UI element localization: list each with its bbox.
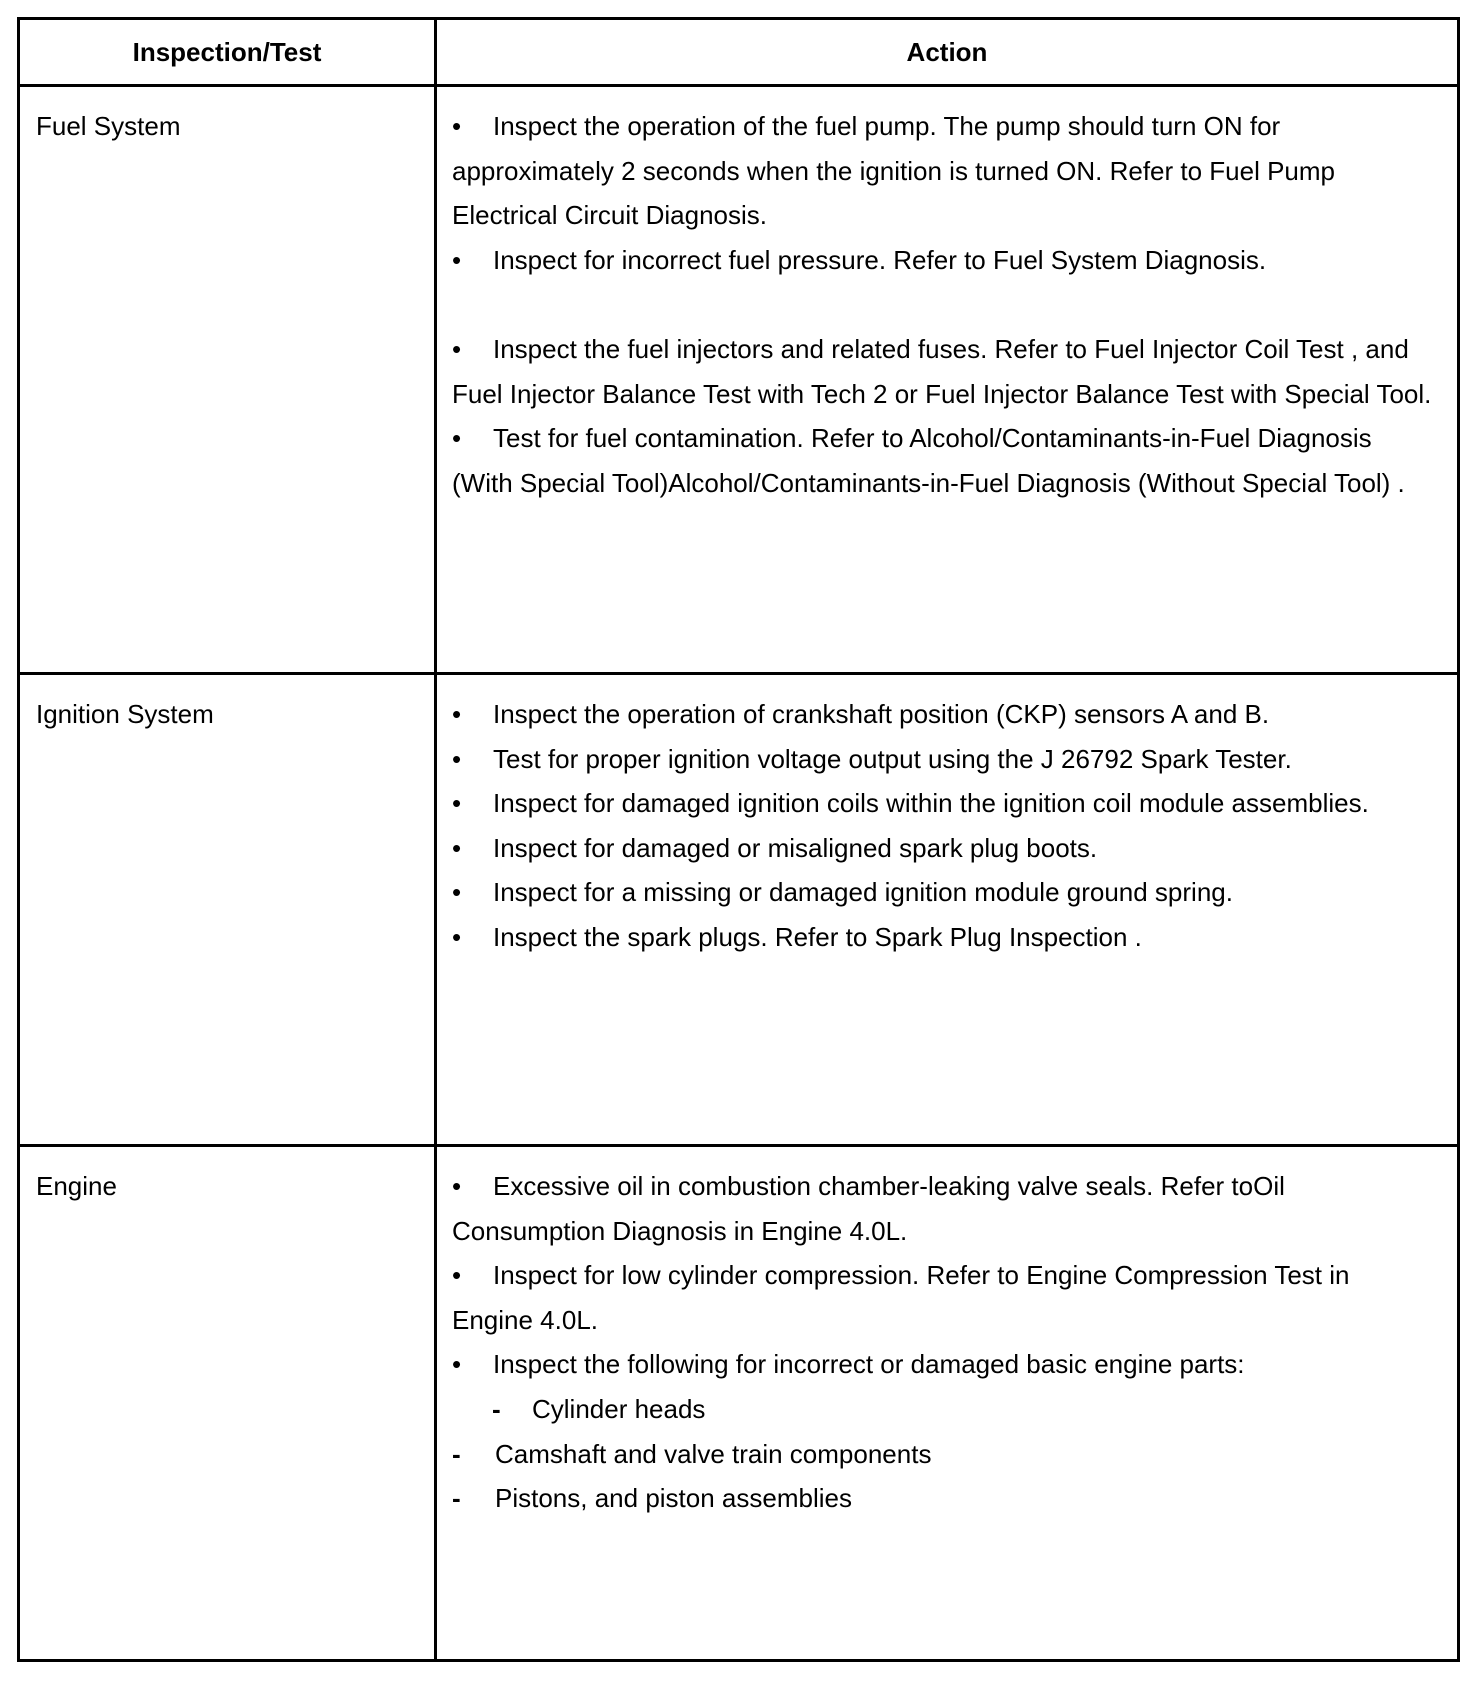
action-text: Inspect the following for incorrect or damaged basic engine parts: bbox=[493, 1349, 1245, 1380]
action-text: Inspect the operation of crankshaft position (CKP) sensors A and B. bbox=[493, 699, 1270, 729]
action-text: Inspect for a missing or damaged ignition module ground spring. bbox=[493, 877, 1233, 908]
dash-icon: - bbox=[452, 1483, 461, 1514]
action-item bbox=[452, 692, 1437, 737]
table-row-ignition-system bbox=[19, 674, 1459, 1146]
table-header-row bbox=[19, 19, 1459, 86]
bullet-icon: • bbox=[452, 423, 462, 454]
action-text: Test for proper ignition voltage output using the J 26792 Spark Tester. bbox=[493, 743, 1292, 774]
dash-icon: - bbox=[492, 1393, 501, 1424]
table-row-fuel-system bbox=[19, 86, 1459, 674]
bullet-icon: • bbox=[452, 699, 462, 729]
bullet-icon: • bbox=[452, 1349, 462, 1380]
action-item bbox=[452, 238, 1437, 283]
action-item bbox=[452, 327, 1437, 416]
dash-icon: - bbox=[452, 1438, 461, 1469]
row-action bbox=[436, 86, 1459, 674]
bullet-icon: • bbox=[452, 832, 462, 863]
row-name: Ignition System bbox=[19, 674, 436, 1146]
action-text: Excessive oil in combustion chamber-leaking valve seals. Refer toOil Consumption Diagnosis in Engine 4.0L. bbox=[452, 1171, 1285, 1246]
row-action bbox=[436, 674, 1459, 1146]
action-item bbox=[452, 915, 1437, 960]
action-text: Test for fuel contamination. Refer to Alcohol/Contaminants-in-Fuel Diagnosis (With Special Tool)Alcohol/Contaminants-in-Fuel Diagnosis (Without Special Tool) . bbox=[452, 423, 1405, 498]
action-text: Inspect for damaged or misaligned spark plug boots. bbox=[493, 832, 1098, 863]
spacer bbox=[452, 282, 1437, 327]
action-text: Inspect the fuel injectors and related fuses. Refer to Fuel Injector Coil Test , and Fuel Injector Balance Test with Tech 2 or Fuel Injector Balance Test with Special Tool. bbox=[452, 333, 1432, 409]
sub-item bbox=[452, 1476, 1437, 1521]
sub-item bbox=[452, 1387, 1437, 1432]
bullet-icon: • bbox=[452, 877, 462, 908]
action-text: Inspect the operation of the fuel pump. The pump should turn ON for approximately 2 seconds when the ignition is turned ON. Refer to Fuel Pump Electrical Circuit Diagnosis. bbox=[452, 111, 1336, 231]
action-text: Inspect for incorrect fuel pressure. Refer to Fuel System Diagnosis. bbox=[493, 244, 1267, 275]
bullet-icon: • bbox=[452, 1260, 462, 1291]
action-text: Inspect for damaged ignition coils within the ignition coil module assemblies. bbox=[493, 788, 1369, 819]
sub-item-text: Cylinder heads bbox=[532, 1393, 706, 1424]
row-name: Fuel System bbox=[19, 86, 436, 674]
action-item bbox=[452, 870, 1437, 915]
action-item bbox=[452, 1164, 1437, 1253]
action-text: Inspect for low cylinder compression. Refer to Engine Compression Test in Engine 4.0L. bbox=[452, 1260, 1350, 1335]
table-row-engine bbox=[19, 1146, 1459, 1661]
action-text: Inspect the spark plugs. Refer to Spark Plug Inspection . bbox=[493, 921, 1142, 952]
header-inspection-test: Inspection/Test bbox=[19, 19, 436, 86]
bullet-icon: • bbox=[452, 111, 462, 141]
action-item bbox=[452, 104, 1437, 238]
bullet-icon: • bbox=[452, 921, 462, 952]
bullet-icon: • bbox=[452, 1171, 462, 1201]
action-item bbox=[452, 1342, 1437, 1387]
header-action: Action bbox=[436, 19, 1459, 86]
bullet-icon: • bbox=[452, 333, 462, 364]
action-item bbox=[452, 826, 1437, 871]
inspection-table bbox=[17, 17, 1460, 1662]
sub-item-text: Pistons, and piston assemblies bbox=[495, 1483, 852, 1514]
sub-item bbox=[452, 1432, 1437, 1477]
action-item bbox=[452, 1253, 1437, 1342]
action-item bbox=[452, 737, 1437, 782]
row-action bbox=[436, 1146, 1459, 1661]
row-name: Engine bbox=[19, 1146, 436, 1661]
sub-item-text: Camshaft and valve train components bbox=[495, 1438, 932, 1469]
inspection-table-document bbox=[17, 17, 1457, 1662]
action-item bbox=[452, 416, 1437, 505]
action-item bbox=[452, 781, 1437, 826]
bullet-icon: • bbox=[452, 788, 462, 819]
bullet-icon: • bbox=[452, 743, 462, 774]
bullet-icon: • bbox=[452, 244, 462, 275]
